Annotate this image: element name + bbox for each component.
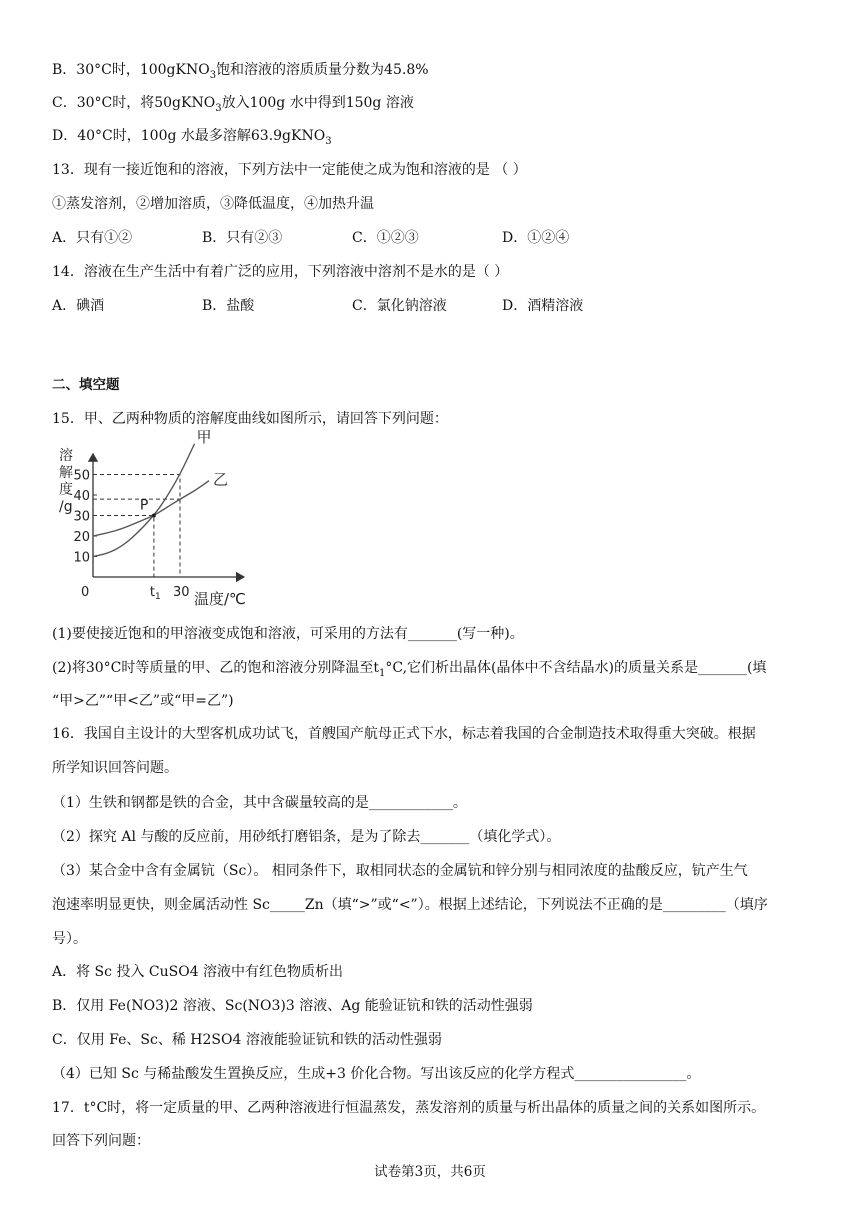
q15-part2: (2)将30°C时等质量的甲、乙的饱和溶液分别降温至$t_1^\circ C$,它们析出晶体(晶体中不含结晶水)的质量关系是_______(填 (52, 660, 767, 679)
q16-option-a: A．将 Sc 投入 CuSO4 溶液中有红色物质析出 (52, 964, 344, 980)
q16-part3: （3）某合金中含有金属钪（Sc）。 相同条件下，取相同状态的金属钪和锌分别与相同浓度的盐酸反应，钪产生气 (52, 863, 748, 879)
q16-option-b: B．仅用 Fe(NO3)2 溶液、Sc(NO3)3 溶液、Ag 能验证钪和铁的活动性强弱 (52, 998, 533, 1014)
q13-option-b: B．只有②③ (202, 230, 283, 246)
y-axis-label-char: /g (59, 499, 73, 515)
q13-option-c: C．①②③ (352, 230, 419, 246)
q14-option-b: B．盐酸 (202, 298, 255, 314)
q13-option-a: A．只有①② (52, 230, 133, 246)
series-line-yi (93, 481, 209, 536)
x-tick-label: $t_1$ (149, 585, 161, 602)
q15-part2-cont: “甲>乙”“甲<乙”或“甲=乙”) (52, 693, 234, 709)
x-axis-label: 温度/℃ (194, 590, 246, 608)
q17-stem-cont: 回答下列问题： (52, 1133, 150, 1149)
section-title: 二、填空题 (52, 377, 120, 393)
guide-line-30 (93, 475, 180, 578)
series-label: 甲 (196, 427, 212, 446)
y-tick-label: 10 (73, 550, 90, 566)
q16-stem-cont: 所学知识回答问题。 (52, 760, 178, 776)
origin-label: 0 (81, 585, 90, 600)
q14-option-c: C．氯化钠溶液 (352, 298, 447, 314)
point-label: P (139, 497, 149, 514)
y-axis-label (59, 447, 73, 515)
q12-option-b: B．30°C时，100gKNO$_3$饱和溶液的溶质质量分数为45.8% (52, 62, 429, 81)
q16-part4: （4）已知 Sc 与稀盐酸发生置换反应，生成+3 价化合物。写出该反应的化学方程式________________。 (52, 1066, 701, 1082)
intersection-point (152, 514, 156, 518)
q15-stem: 15．甲、乙两种物质的溶解度曲线如图所示，请回答下列问题： (52, 411, 448, 427)
q16-option-c: C．仅用 Fe、Sc、稀 H2SO4 溶液能验证钪和铁的活动性强弱 (52, 1032, 442, 1048)
solubility-chart (50, 427, 270, 613)
q12-option-d: D．40°C时，100g 水最多溶解63.9gKNO$_3$ (52, 128, 332, 147)
y-tick-label: 20 (73, 530, 90, 545)
y-axis-label-char: 溶 (59, 448, 73, 464)
q14-option-d: D．酒精溶液 (502, 298, 584, 314)
q16-stem: 16．我国自主设计的大型客机成功试飞，首艘国产航母正式下水，标志着我国的合金制造技术取得重大突破。根据 (52, 726, 756, 742)
series-label: 乙 (213, 470, 229, 489)
q16-part2: （2）探究 Al 与酸的反应前，用砂纸打磨铝条，是为了除去_______（填化学式）。 (52, 829, 561, 845)
y-tick-label: 30 (73, 509, 90, 525)
y-tick-label: 40 (73, 489, 90, 504)
q13-methods: ①蒸发溶剂，②增加溶质，③降低温度，④加热升温 (52, 196, 374, 212)
q13-option-d: D．①②④ (502, 230, 570, 246)
q14-option-a: A．碘酒 (52, 298, 105, 314)
q13-stem: 13．现有一接近饱和的溶液，下列方法中一定能使之成为饱和溶液的是 （ ） (52, 162, 527, 178)
q12-option-c: C．30°C时，将50gKNO$_3$放入100g 水中得到150g 溶液 (52, 95, 414, 114)
y-axis-label-char: 度 (59, 482, 73, 498)
q14-stem: 14．溶液在生产生活中有着广泛的应用，下列溶液中溶剂不是水的是（ ） (52, 264, 509, 280)
x-tick-label: 30 (173, 585, 190, 600)
q16-part1: （1）生铁和钢都是铁的合金，其中含碳量较高的是____________。 (52, 795, 467, 811)
y-axis-label-char: 解 (59, 465, 73, 481)
q17-stem: 17．t°C时，将一定质量的甲、乙两种溶液进行恒温蒸发，蒸发溶剂的质量与析出晶体的质量之间的关系如图所示。 (52, 1100, 766, 1116)
page-footer: 试卷第3页，共6页 (374, 1164, 486, 1180)
q16-part3-end: 号）。 (52, 931, 87, 947)
q15-part1: (1)要使接近饱和的甲溶液变成饱和溶液，可采用的方法有_______(写一种)。 (52, 626, 524, 642)
q16-part3-cont: 泡速率明显更快，则金属活动性 Sc_____Zn（填“>”或“<”）。根据上述结论，下列说法不正确的是_________（填序 (52, 897, 768, 913)
y-tick-label: 50 (73, 468, 90, 484)
